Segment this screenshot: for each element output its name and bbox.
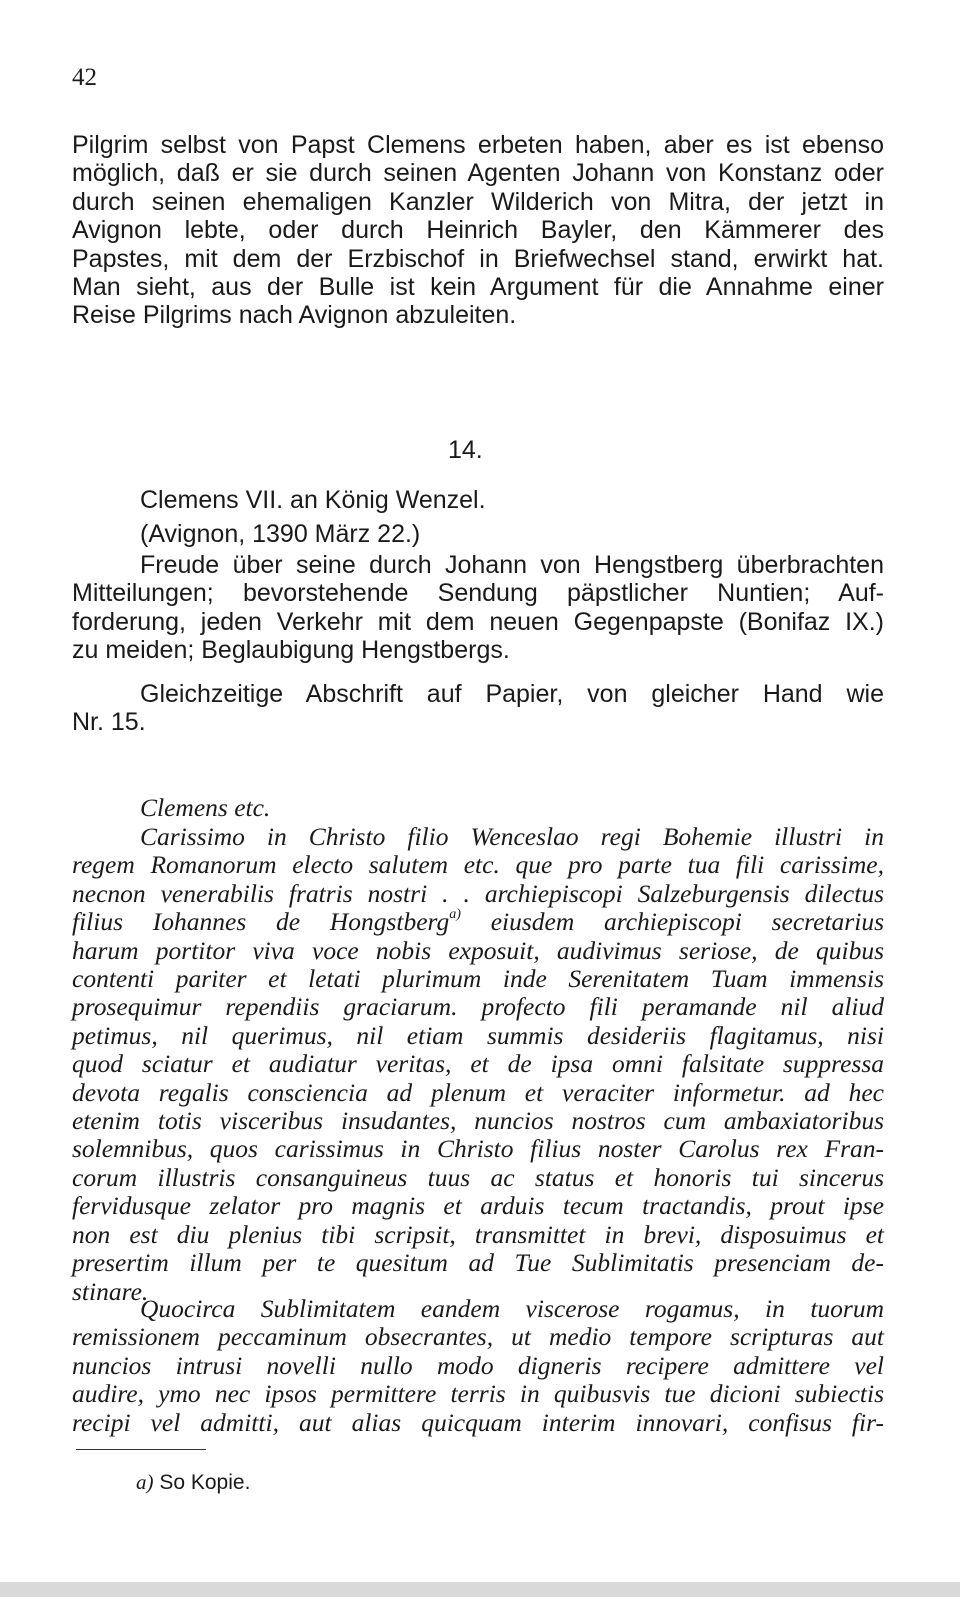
text-line: nuncios intrusi novelli nullo modo digneris recipere admittere vel bbox=[72, 1350, 884, 1380]
footnote-divider bbox=[76, 1449, 206, 1450]
text-line: Freude über seine durch Johann von Hengstberg überbrachten bbox=[140, 551, 884, 579]
text-line bbox=[72, 908, 884, 936]
footnote-text: So Kopie. bbox=[159, 1471, 251, 1494]
intro-paragraph bbox=[72, 131, 884, 330]
text-line: prosequimur rependiis graciarum. profecto fili peramande nil aliud bbox=[72, 992, 884, 1022]
text-line: harum portitor viva voce nobis exposuit, audivimus seriose, de quibus bbox=[72, 935, 884, 965]
text-fragment: eiusdem archiepiscopi secretarius bbox=[490, 907, 884, 937]
text-line: recipi vel admitti, aut alias quicquam interim innovari, confisus fir- bbox=[72, 1407, 884, 1437]
text-line: presertim illum per te quesitum ad Tue Sublimitatis presenciam de- bbox=[72, 1248, 884, 1278]
text-line: Papstes, mit dem der Erzbischof in Briefwechsel stand, erwirkt hat. bbox=[72, 244, 884, 273]
document-number: 14. bbox=[448, 436, 483, 464]
text-line: Mitteilungen; bevorstehende Sendung päpstlicher Nuntien; Auf- bbox=[72, 579, 884, 608]
text-line: Nr. 15. bbox=[72, 708, 146, 737]
text-line: Carissimo in Christo filio Wenceslao regi Bohemie illustri in bbox=[140, 822, 884, 851]
text-line: non est diu plenius tibi scripsit, transmittet in brevi, disposuimus et bbox=[72, 1219, 884, 1249]
text-line: Avignon lebte, oder durch Heinrich Bayler, den Kämmerer des bbox=[72, 216, 884, 245]
footnote-marker: a) bbox=[449, 907, 461, 923]
text-line: petimus, nil querimus, nil etiam summis desideriis flagitamus, nisi bbox=[72, 1020, 884, 1050]
text-line: regem Romanorum electo salutem etc. que pro parte tua fili carissime, bbox=[72, 850, 884, 880]
text-line: Gleichzeitige Abschrift auf Papier, von gleicher Hand wie bbox=[140, 680, 884, 708]
page-bottom-edge bbox=[0, 1582, 960, 1597]
summary-paragraph bbox=[72, 551, 884, 665]
text-line: stinare. bbox=[72, 1276, 149, 1306]
text-line: etenim totis visceribus insudantes, nuncios nostros cum ambaxiatoribus bbox=[72, 1106, 884, 1136]
text-line: Pilgrim selbst von Papst Clemens erbeten haben, aber es ist ebenso bbox=[72, 131, 884, 159]
text-line: durch seinen ehemaligen Kanzler Wilderich von Mitra, der jetzt in bbox=[72, 187, 884, 216]
text-line: solemnibus, quos carissimus in Christo filius noster Carolus rex Fran- bbox=[72, 1134, 884, 1164]
text-line: Quocirca Sublimitatem eandem viscerose rogamus, in tuorum bbox=[140, 1294, 884, 1323]
source-note bbox=[72, 680, 884, 737]
text-line: audire, ymo nec ipsos permittere terris in quibusvis tue dicioni subiectis bbox=[72, 1379, 884, 1409]
letter-salutation: Clemens etc. bbox=[140, 793, 271, 822]
page-number: 42 bbox=[72, 64, 97, 91]
text-line: Reise Pilgrims nach Avignon abzuleiten. bbox=[72, 301, 517, 330]
footnote-mark: a) bbox=[136, 1470, 154, 1494]
text-line: quod sciatur et audiatur veritas, et de ipsa omni falsitate suppressa bbox=[72, 1049, 884, 1079]
document-heading: Clemens VII. an König Wenzel. bbox=[140, 486, 486, 514]
text-line: remissionem peccaminum obsecrantes, ut medio tempore scripturas aut bbox=[72, 1322, 884, 1352]
text-line: contenti pariter et letati plurimum inde Serenitatem Tuam immensis bbox=[72, 964, 884, 994]
text-line: fervidusque zelator pro magnis et arduis tecum tractandis, prout ipse bbox=[72, 1191, 884, 1221]
text-line: necnon venerabilis fratris nostri . . archiepiscopi Salzeburgensis dilectus bbox=[72, 878, 884, 908]
text-line: zu meiden; Beglaubigung Hengstbergs. bbox=[72, 636, 510, 665]
text-line: forderung, jeden Verkehr mit dem neuen Gegenpapste (Bonifaz IX.) bbox=[72, 607, 884, 636]
text-line: devota regalis consciencia ad plenum et veraciter informetur. ad hec bbox=[72, 1077, 884, 1107]
text-fragment: filius Iohannes de Hongstberg bbox=[72, 907, 450, 937]
letter-body-paragraph bbox=[72, 823, 884, 1306]
text-line: corum illustris consanguineus tuus ac status et honoris tui sincerus bbox=[72, 1162, 884, 1192]
text-line: Man sieht, aus der Bulle ist kein Argument für die Annahme einer bbox=[72, 273, 884, 302]
letter-body-paragraph bbox=[72, 1295, 884, 1437]
text-line: möglich, daß er sie durch seinen Agenten Johann von Konstanz oder bbox=[72, 159, 884, 188]
document-dateline: (Avignon, 1390 März 22.) bbox=[140, 520, 421, 548]
footnote bbox=[136, 1470, 250, 1495]
